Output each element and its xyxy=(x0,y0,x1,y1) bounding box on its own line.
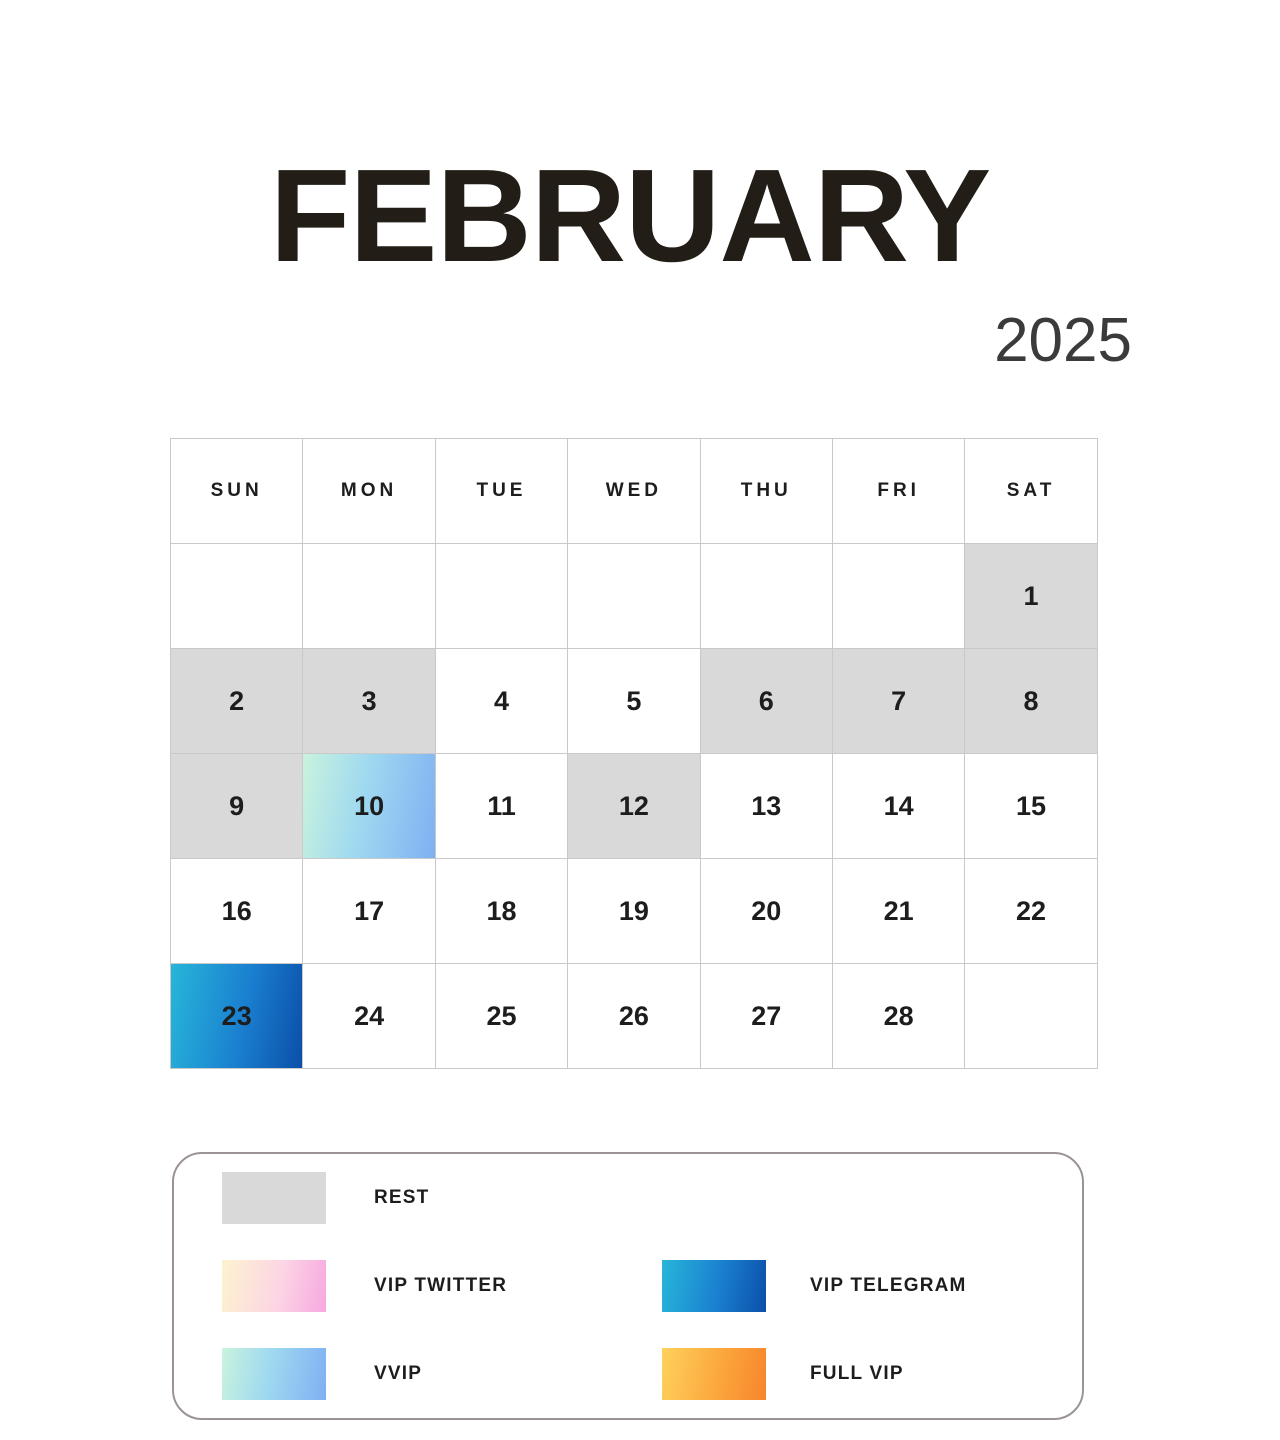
calendar-day-number: 24 xyxy=(354,1000,385,1031)
calendar-day-fill xyxy=(833,649,964,753)
calendar-day-fill xyxy=(701,544,832,648)
calendar-week-row xyxy=(171,964,1098,1069)
legend-panel xyxy=(172,1152,1084,1420)
calendar-empty-cell xyxy=(700,544,832,649)
legend-item xyxy=(174,1348,628,1400)
calendar-day-number: 19 xyxy=(618,895,649,926)
calendar-day-fill xyxy=(568,859,699,963)
calendar-day-cell[interactable] xyxy=(171,859,303,964)
calendar-day-number: 26 xyxy=(618,1000,649,1031)
calendar-day-fill xyxy=(965,859,1096,963)
calendar-day-fill xyxy=(436,754,567,858)
calendar-week-row xyxy=(171,649,1098,754)
weekday-header-tue: TUE xyxy=(435,439,567,544)
calendar-day-cell[interactable] xyxy=(171,754,303,859)
calendar-day-number: 9 xyxy=(229,790,245,821)
weekday-header-mon: MON xyxy=(303,439,435,544)
calendar-day-fill xyxy=(701,964,832,1068)
legend-swatch xyxy=(662,1348,766,1400)
legend-item xyxy=(628,1348,1082,1400)
legend-label: FULL VIP xyxy=(810,1363,904,1384)
calendar-day-number: 23 xyxy=(221,1000,252,1031)
legend-swatch xyxy=(222,1260,326,1312)
calendar-day-fill xyxy=(701,649,832,753)
legend-label: VIP TWITTER xyxy=(374,1275,508,1296)
calendar-empty-cell xyxy=(832,544,964,649)
calendar-day-fill xyxy=(965,649,1096,753)
calendar-empty-cell xyxy=(171,544,303,649)
calendar-day-number: 21 xyxy=(883,895,914,926)
page-title: FEBRUARY xyxy=(269,142,991,289)
legend-swatch xyxy=(222,1348,326,1400)
legend-label: REST xyxy=(374,1187,430,1208)
legend-item xyxy=(174,1260,628,1312)
calendar-day-number: 7 xyxy=(891,685,907,716)
calendar-day-number: 12 xyxy=(618,790,649,821)
calendar-day-cell[interactable] xyxy=(832,649,964,754)
calendar-week-row xyxy=(171,544,1098,649)
calendar-day-fill xyxy=(436,649,567,753)
calendar-body xyxy=(171,544,1098,1069)
calendar-day-fill xyxy=(171,754,302,858)
calendar-day-fill xyxy=(303,964,434,1068)
calendar-day-cell[interactable] xyxy=(700,859,832,964)
year-label: 2025 xyxy=(994,306,1132,375)
calendar-day-fill xyxy=(303,649,434,753)
calendar-day-fill xyxy=(171,859,302,963)
weekday-header-fri: FRI xyxy=(832,439,964,544)
calendar-day-number: 1 xyxy=(1023,580,1039,611)
calendar-day-number: 8 xyxy=(1023,685,1039,716)
calendar-day-number: 6 xyxy=(758,685,774,716)
calendar-day-cell[interactable] xyxy=(303,859,435,964)
calendar-day-fill xyxy=(303,859,434,963)
calendar-day-cell[interactable] xyxy=(700,754,832,859)
calendar-day-cell[interactable] xyxy=(568,649,700,754)
calendar-day-number: 27 xyxy=(751,1000,782,1031)
legend-label: VVIP xyxy=(374,1363,423,1384)
calendar-day-fill xyxy=(833,754,964,858)
calendar-day-cell[interactable] xyxy=(435,754,567,859)
calendar-grid xyxy=(170,438,1098,1069)
calendar-day-cell[interactable] xyxy=(303,964,435,1069)
calendar-day-fill xyxy=(833,859,964,963)
calendar-day-number: 11 xyxy=(487,790,516,821)
calendar-day-cell[interactable] xyxy=(303,754,435,859)
calendar-day-fill xyxy=(436,544,567,648)
calendar-day-cell[interactable] xyxy=(965,649,1097,754)
calendar-day-number: 16 xyxy=(221,895,252,926)
calendar-day-number: 14 xyxy=(883,790,914,821)
calendar-day-fill xyxy=(303,754,434,858)
calendar-day-cell[interactable] xyxy=(832,754,964,859)
calendar-day-cell[interactable] xyxy=(435,859,567,964)
calendar-day-fill xyxy=(965,754,1096,858)
calendar-day-cell[interactable] xyxy=(568,754,700,859)
calendar-day-cell[interactable] xyxy=(965,544,1097,649)
calendar-day-cell[interactable] xyxy=(171,649,303,754)
calendar-empty-cell xyxy=(435,544,567,649)
calendar-day-cell[interactable] xyxy=(965,859,1097,964)
calendar-day-number: 15 xyxy=(1016,790,1047,821)
calendar-day-number: 5 xyxy=(626,685,642,716)
legend-swatch xyxy=(662,1260,766,1312)
calendar-day-fill xyxy=(568,649,699,753)
calendar-day-fill xyxy=(833,544,964,648)
weekday-header-row xyxy=(171,439,1098,544)
calendar-day-number: 22 xyxy=(1016,895,1047,926)
weekday-header-sat: SAT xyxy=(965,439,1097,544)
weekday-header-wed: WED xyxy=(568,439,700,544)
calendar-day-number: 17 xyxy=(354,895,385,926)
calendar-day-cell[interactable] xyxy=(965,754,1097,859)
calendar-day-fill xyxy=(965,964,1096,1068)
calendar-day-fill xyxy=(568,754,699,858)
calendar-day-number: 13 xyxy=(751,790,782,821)
weekday-header-thu: THU xyxy=(700,439,832,544)
calendar-day-fill xyxy=(701,859,832,963)
calendar-day-cell[interactable] xyxy=(435,964,567,1069)
calendar-week-row xyxy=(171,859,1098,964)
calendar-day-fill xyxy=(171,649,302,753)
calendar-day-cell[interactable] xyxy=(832,964,964,1069)
calendar-day-fill xyxy=(568,964,699,1068)
calendar-day-number: 2 xyxy=(229,685,245,716)
calendar-day-cell[interactable] xyxy=(303,649,435,754)
calendar-day-cell[interactable] xyxy=(568,859,700,964)
calendar-empty-cell xyxy=(568,544,700,649)
weekday-header-sun: SUN xyxy=(171,439,303,544)
calendar-day-fill xyxy=(436,859,567,963)
calendar-day-fill xyxy=(436,964,567,1068)
calendar-day-number: 4 xyxy=(493,685,509,716)
calendar-day-fill xyxy=(965,544,1096,648)
calendar-day-cell[interactable] xyxy=(171,964,303,1069)
calendar-day-cell[interactable] xyxy=(832,859,964,964)
calendar-day-cell[interactable] xyxy=(435,649,567,754)
calendar-day-cell[interactable] xyxy=(700,964,832,1069)
calendar-day-cell[interactable] xyxy=(700,649,832,754)
calendar-day-number: 28 xyxy=(883,1000,914,1031)
calendar-day-fill xyxy=(171,964,302,1068)
calendar-day-fill xyxy=(833,964,964,1068)
calendar-empty-cell xyxy=(303,544,435,649)
title-block xyxy=(0,142,1280,375)
legend-item xyxy=(174,1172,628,1224)
calendar-empty-cell xyxy=(965,964,1097,1069)
legend-item xyxy=(628,1260,1082,1312)
calendar-day-cell[interactable] xyxy=(568,964,700,1069)
calendar-day-number: 10 xyxy=(354,790,385,821)
legend-grid xyxy=(174,1154,1082,1418)
calendar-day-number: 18 xyxy=(486,895,517,926)
calendar-day-number: 20 xyxy=(751,895,782,926)
calendar-day-fill xyxy=(701,754,832,858)
calendar-day-fill xyxy=(303,544,434,648)
legend-label: VIP TELEGRAM xyxy=(810,1275,967,1296)
calendar-day-number: 25 xyxy=(486,1000,517,1031)
legend-swatch xyxy=(222,1172,326,1224)
calendar-day-fill xyxy=(568,544,699,648)
calendar-day-fill xyxy=(171,544,302,648)
calendar-week-row xyxy=(171,754,1098,859)
calendar-day-number: 3 xyxy=(361,685,377,716)
